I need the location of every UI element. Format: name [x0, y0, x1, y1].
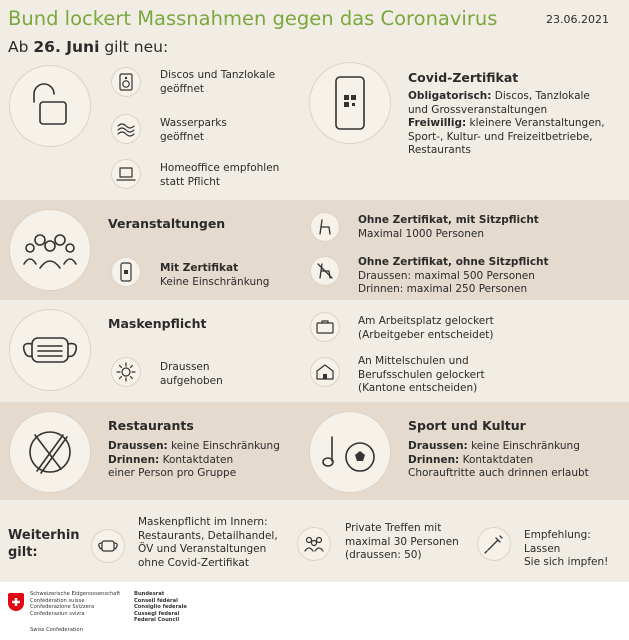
laptop-icon — [112, 160, 140, 188]
sun-icon — [112, 358, 140, 386]
masks-title: Maskenpflicht — [108, 316, 207, 331]
impfen-text: Empfehlung: Lassen Sie sich impfen! — [524, 529, 609, 568]
mit-zertifikat-text: Mit Zertifikat Keine Einschränkung — [160, 262, 270, 288]
school-icon — [311, 358, 339, 386]
no-chair-icon — [311, 257, 339, 285]
chair-icon — [311, 213, 339, 241]
footer-confederation-text: Schweizerische Eidgenossenschaft Confédération suisse Confederazione Svizzera Confederaziun svizra — [30, 591, 121, 617]
section-band-masks — [0, 300, 629, 402]
sport-culture-text: Draussen: keine Einschränkung Drinnen: Kontaktdaten Chorauftritte auch drinnen erlaubt — [408, 440, 589, 479]
covid-cert-title: Covid-Zertifikat — [408, 70, 519, 85]
syringe-icon — [478, 528, 510, 560]
draussen-aufgehoben-text: Draussen aufgehoben — [160, 361, 223, 387]
events-title: Veranstaltungen — [108, 216, 226, 231]
discos-text: Discos und Tanzlokale geöffnet — [160, 69, 276, 95]
waterpark-icon — [112, 115, 140, 143]
crowd-icon — [10, 210, 90, 290]
briefcase-icon — [311, 313, 339, 341]
covid-cert-text: Obligatorisch: Discos, Tanzlokale und Grossveranstaltungen Freiwillig: kleinere Veranstaltungen, Sport-, Kultur- und Freizeitbetriebe, Restaurants — [408, 90, 605, 156]
ohne-sitzpflicht-text: Ohne Zertifikat, mit Sitzpflicht Maximal 1000 Personen — [358, 214, 539, 240]
page-title: Bund lockert Massnahmen gegen das Coronavirus — [8, 7, 498, 30]
mask-icon — [10, 310, 90, 390]
phone-cert-icon — [112, 258, 140, 286]
restaurants-text: Draussen: keine Einschränkung Drinnen: Kontaktdaten einer Person pro Gruppe — [108, 440, 280, 479]
swiss-coat-of-arms-logo — [8, 593, 24, 611]
unlock-icon — [10, 66, 90, 146]
schulen-text: An Mittelschulen und Berufsschulen gelockert (Kantone entscheiden) — [358, 355, 485, 394]
still-valid-label: Weiterhin gilt: — [8, 528, 80, 560]
wasserparks-text: Wasserparks geöffnet — [160, 117, 227, 143]
plate-cutlery-icon — [10, 412, 90, 492]
arbeitsplatz-text: Am Arbeitsplatz gelockert (Arbeitgeber entscheidet) — [358, 315, 494, 341]
page-subtitle: Ab 26. Juni gilt neu: — [8, 38, 169, 56]
date-label: 23.06.2021 — [546, 13, 609, 26]
footer-federal-council-text: Bundesrat Conseil fédéral Consiglio federale Cussegl federal Federal Council — [134, 591, 187, 623]
maskenpflicht-innern-text: Maskenpflicht im Innern: Restaurants, Detailhandel, ÖV und Veranstaltungen ohne Covid-Zertifikat — [138, 516, 278, 569]
phone-qr-icon — [310, 63, 390, 143]
sport-culture-title: Sport und Kultur — [408, 418, 526, 433]
group-icon — [298, 528, 330, 560]
speaker-icon — [112, 68, 140, 96]
ohne-ohne-sitzpflicht-text: Ohne Zertifikat, ohne Sitzpflicht Draussen: maximal 500 Personen Drinnen: maximal 250 Personen — [358, 256, 549, 295]
homeoffice-text: Homeoffice empfohlen statt Pflicht — [160, 162, 280, 188]
restaurants-title: Restaurants — [108, 418, 194, 433]
footer-swiss-confederation: Swiss Confederation — [30, 627, 83, 633]
mask-small-icon — [92, 530, 124, 562]
music-football-icon — [310, 412, 390, 492]
private-treffen-text: Private Treffen mit maximal 30 Personen (draussen: 50) — [345, 522, 459, 561]
